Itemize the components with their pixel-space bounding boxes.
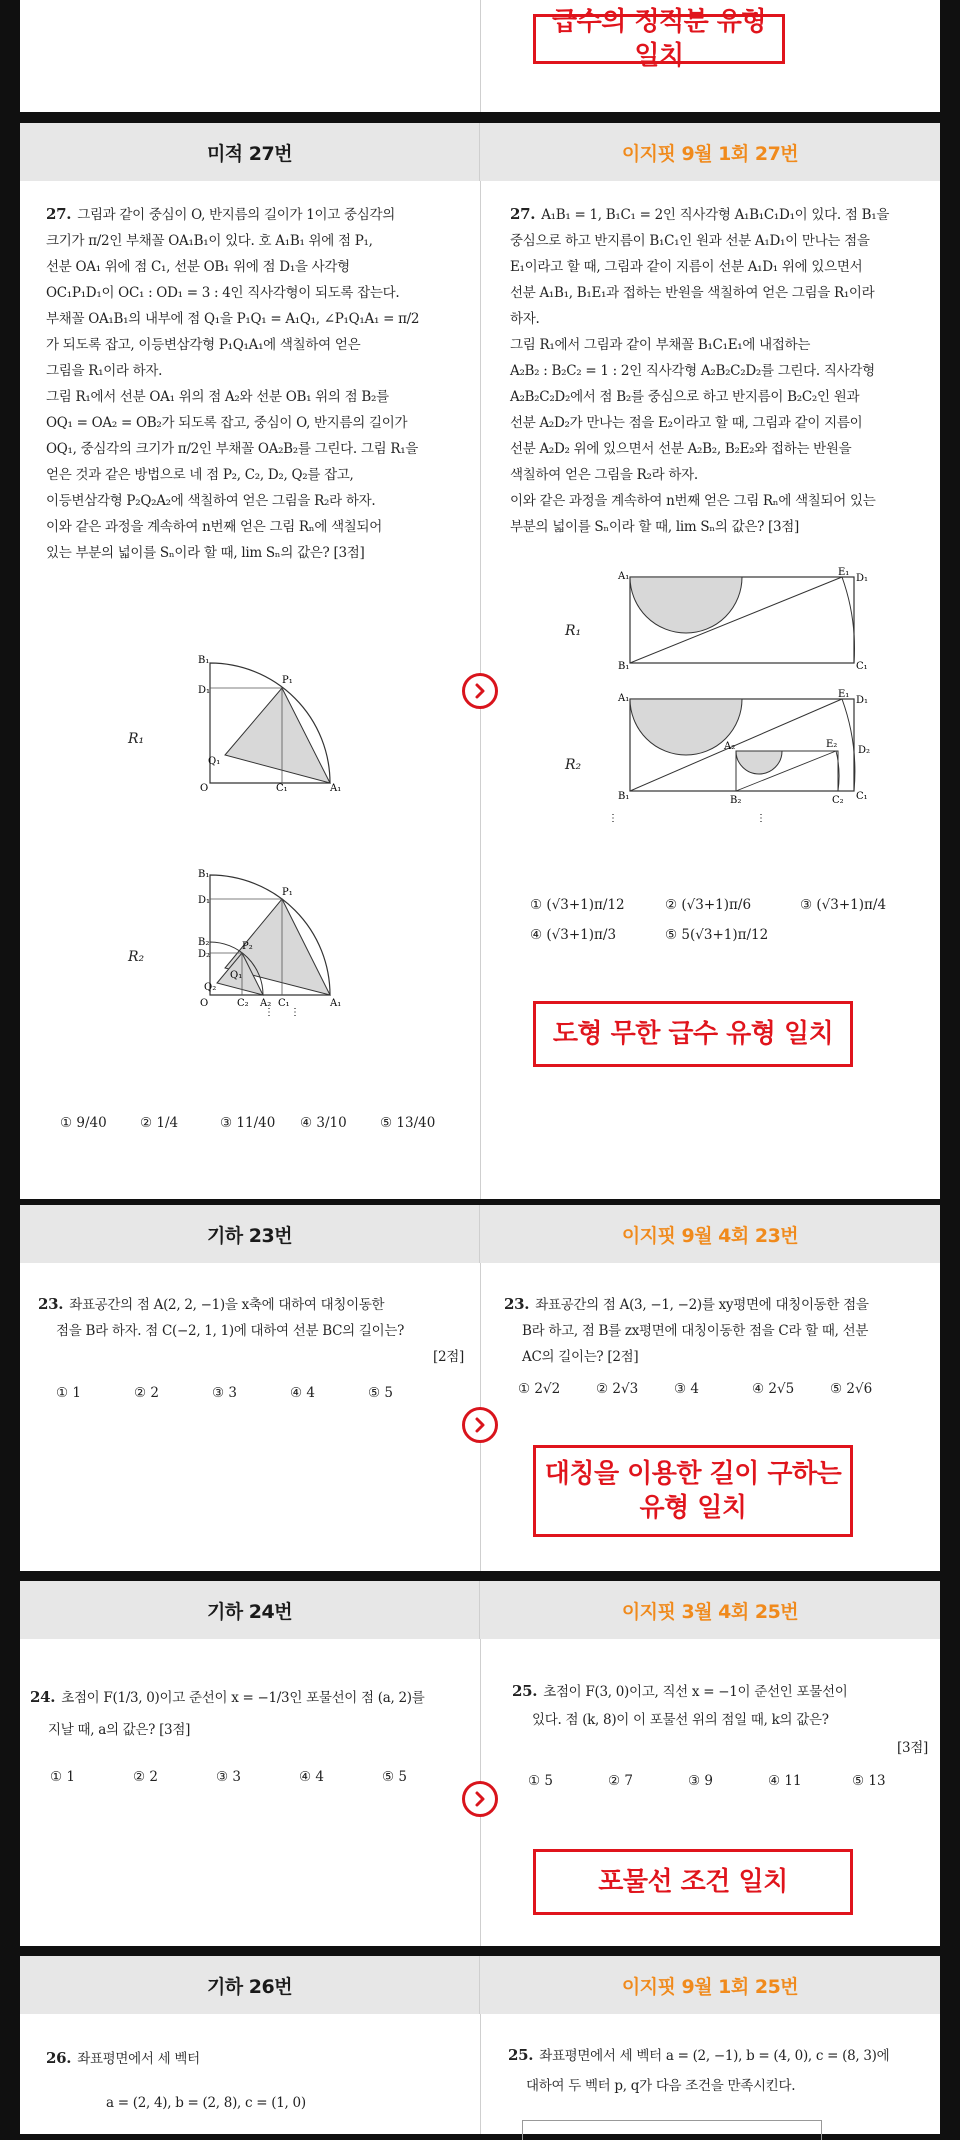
svg-text:B₂: B₂ [198, 937, 210, 948]
problem-line: 좌표공간의 점 A(2, 2, −1)을 x축에 대하여 대칭이동한 [69, 1297, 385, 1313]
choice: ① (√3+1)π/12 [530, 897, 625, 913]
svg-text:P₁: P₁ [282, 675, 293, 686]
choice: ④ 2√5 [752, 1381, 795, 1397]
problem-line: 점을 B라 하자. 점 C(−2, 1, 1)에 대하여 선분 BC의 길이는? [56, 1323, 405, 1339]
problem-line: 크기가 π/2인 부채꼴 OA₁B₁이 있다. 호 A₁B₁ 위에 점 P₁, [46, 233, 373, 249]
svg-text:⋮: ⋮ [608, 813, 618, 824]
right-problem [512, 1677, 928, 1762]
rectangle-figure-r1 [610, 567, 890, 677]
rectangle-figure-r2 [610, 689, 900, 829]
column-divider [480, 0, 481, 112]
problem-line: 지날 때, a의 값은? [3점] [48, 1722, 191, 1738]
choice: ① 5 [528, 1773, 553, 1789]
sector-figure-r2 [170, 865, 390, 1018]
choice: ② 2 [134, 1385, 159, 1401]
svg-text:A₁: A₁ [330, 783, 342, 794]
problem-line: 중심으로 하고 반지름이 B₁C₁인 원과 선분 A₁D₁이 만나는 점을 [510, 233, 870, 249]
svg-text:A₁: A₁ [330, 998, 342, 1009]
problem-line: 부분의 넓이를 Sₙ이라 할 때, lim Sₙ의 값은? [3점] [510, 519, 799, 535]
problem-line: 선분 A₂D₂ 위에 있으면서 선분 A₂B₂, B₂E₂와 접하는 반원을 [510, 441, 852, 457]
problem-number: 27. [46, 205, 72, 223]
svg-text:A₁: A₁ [618, 693, 630, 704]
svg-text:P₁: P₁ [282, 887, 293, 898]
next-arrow [462, 1781, 498, 1817]
problem-line: E₁이라고 할 때, 그림과 같이 지름이 선분 A₁D₁ 위에 있으면서 [510, 259, 863, 275]
sector-figure-r1 [170, 651, 390, 794]
left-header-text: 기하 26번 [206, 1975, 293, 1998]
choice: ② 2 [133, 1769, 158, 1785]
choice: ① 9/40 [60, 1115, 107, 1131]
choice: ② (√3+1)π/6 [665, 897, 752, 913]
svg-text:P₂: P₂ [242, 941, 253, 952]
svg-text:C₁: C₁ [278, 998, 290, 1009]
choice: ⑤ 5(√3+1)π/12 [665, 927, 769, 943]
choice: ① 1 [56, 1385, 81, 1401]
left-header-text: 기하 23번 [206, 1224, 293, 1247]
choice: ⑤ 5 [382, 1769, 407, 1785]
right-header-text: 이지핏 9월 1회 25번 [621, 1975, 799, 1998]
choice: ④ 4 [290, 1385, 315, 1401]
right-choices [528, 1773, 928, 1789]
problem-line: 선분 A₂D₂가 만나는 점을 E₂이라고 할 때, 그림과 같이 지름이 [510, 415, 863, 431]
svg-text:⋮: ⋮ [264, 1007, 274, 1018]
choice: ① 1 [50, 1769, 75, 1785]
choice: ④ (√3+1)π/3 [530, 927, 617, 943]
summary-box [533, 1445, 853, 1537]
left-header-text: 미적 27번 [206, 142, 293, 165]
right-header [480, 1956, 940, 2014]
svg-text:B₁: B₁ [198, 655, 210, 666]
svg-text:⋮: ⋮ [756, 813, 766, 824]
svg-text:A₂: A₂ [260, 998, 272, 1009]
problem-line: 이와 같은 과정을 계속하여 n번째 얻은 그림 Rₙ에 색칠되어 [46, 519, 383, 535]
svg-text:E₁: E₁ [838, 567, 850, 578]
problem-line: 하자. [510, 311, 540, 327]
left-choices [56, 1385, 456, 1401]
figure-label-r1: R₁ [565, 623, 582, 639]
problem-line: 초점이 F(1/3, 0)이고 준선이 x = −1/3인 포물선이 점 (a, 2)를 [61, 1690, 425, 1706]
left-header [20, 1581, 480, 1639]
summary-box [533, 7, 785, 71]
chevron-right-icon [472, 1417, 488, 1433]
problem-line: 좌표평면에서 세 벡터 [77, 2051, 200, 2067]
right-header-text: 이지핏 9월 4회 23번 [621, 1224, 799, 1247]
svg-text:E₂: E₂ [826, 739, 838, 750]
section-top [20, 0, 940, 112]
problem-line: 그림 R₁에서 그림과 같이 부채꼴 B₁C₁E₁에 내접하는 [510, 337, 811, 353]
problem-number: 25. [508, 2046, 534, 2064]
svg-text:B₁: B₁ [618, 661, 630, 672]
svg-text:C₁: C₁ [276, 783, 288, 794]
left-header [20, 123, 480, 181]
problem-line: OC₁P₁D₁이 OC₁ : OD₁ = 3 : 4인 직사각형이 되도록 잡는다. [46, 285, 400, 301]
problem-line: 있는 부분의 넓이를 Sₙ이라 할 때, lim Sₙ의 값은? [3점] [46, 545, 365, 561]
problem-line: 얻은 것과 같은 방법으로 네 점 P₂, C₂, D₂, Q₂를 잡고, [46, 467, 354, 483]
right-problem [504, 1291, 930, 1370]
svg-text:O: O [200, 783, 209, 794]
column-divider [480, 2014, 481, 2134]
right-header [480, 1205, 940, 1263]
choice: ② 1/4 [140, 1115, 179, 1131]
left-choices [50, 1769, 460, 1785]
left-header [20, 1205, 480, 1263]
svg-text:C₂: C₂ [237, 998, 249, 1009]
figure-label-r1: R₁ [128, 731, 145, 747]
right-header-text: 이지핏 3월 4회 25번 [621, 1600, 799, 1623]
choice: ③ 9 [688, 1773, 713, 1789]
svg-text:C₁: C₁ [856, 791, 868, 802]
problem-number: 23. [38, 1295, 64, 1313]
svg-text:D₂: D₂ [858, 745, 871, 756]
problem-line: A₂B₂C₂D₂에서 점 B₂를 중심으로 하고 반지름이 B₂C₂인 원과 [510, 389, 860, 405]
right-header [480, 1581, 940, 1639]
choice: ③ 3 [216, 1769, 241, 1785]
problem-number: 23. [504, 1295, 530, 1313]
summary-text: 유형 일치 [639, 1493, 747, 1523]
figure-label-r2: R₂ [128, 949, 145, 965]
problem-line: 선분 A₁B₁, B₁E₁과 접하는 반원을 색칠하여 얻은 그림을 R₁이라 [510, 285, 875, 301]
problem-number: 26. [46, 2049, 72, 2067]
problem-number: 27. [510, 205, 536, 223]
svg-text:D₁: D₁ [856, 695, 869, 706]
svg-text:O: O [200, 998, 209, 1009]
svg-text:A₁: A₁ [618, 571, 630, 582]
problem-line: B라 하고, 점 B를 zx평면에 대칭이동한 점을 C라 할 때, 선분 [522, 1323, 869, 1339]
choice: ① 2√2 [518, 1381, 561, 1397]
svg-text:C₂: C₂ [832, 795, 844, 806]
problem-line: 좌표공간의 점 A(3, −1, −2)를 xy평면에 대칭이동한 점을 [535, 1297, 869, 1313]
problem-line: 대하여 두 벡터 p, q가 다음 조건을 만족시킨다. [526, 2078, 796, 2094]
chevron-right-icon [472, 1791, 488, 1807]
problem-line: 있다. 점 (k, 8)이 이 포물선 위의 점일 때, k의 값은? [532, 1712, 829, 1728]
svg-text:E₁: E₁ [838, 689, 850, 700]
chevron-right-icon [472, 683, 488, 699]
problem-line: OQ₁ = OA₂ = OB₂가 되도록 잡고, 중심이 O, 반지름의 길이가 [46, 415, 408, 431]
left-problem [46, 2036, 466, 2125]
left-problem [30, 1681, 470, 1746]
section-geo-26 [20, 1956, 940, 2134]
svg-text:Q₁: Q₁ [230, 970, 243, 981]
problem-line: 색칠하여 얻은 그림을 R₂라 하자. [510, 467, 698, 483]
svg-text:Q₂: Q₂ [204, 982, 217, 993]
problem-line: [2점] [433, 1349, 464, 1365]
choice: ② 2√3 [596, 1381, 639, 1397]
problem-line: 이등변삼각형 P₂Q₂A₂에 색칠하여 얻은 그림을 R₂라 하자. [46, 493, 376, 509]
choice: ④ 4 [299, 1769, 324, 1785]
choice: ③ 11/40 [220, 1115, 276, 1131]
choice: ③ (√3+1)π/4 [800, 897, 887, 913]
svg-text:D₁: D₁ [198, 685, 211, 696]
summary-text: 대칭을 이용한 길이 구하는 [544, 1459, 842, 1489]
problem-line: OQ₁, 중심각의 크기가 π/2인 부채꼴 OA₂B₂를 그린다. 그림 R₁을 [46, 441, 419, 457]
problem-line: 가 되도록 잡고, 이등변삼각형 P₁Q₁A₁에 색칠하여 얻은 [46, 337, 361, 353]
choice: ⑤ 13/40 [380, 1115, 436, 1131]
problem-number: 24. [30, 1688, 56, 1706]
problem-line: 그림을 R₁이라 하자. [46, 363, 163, 379]
summary-text: 포물선 조건 일치 [598, 1867, 788, 1897]
right-header-text: 이지핏 9월 1회 27번 [621, 142, 799, 165]
svg-text:B₁: B₁ [198, 869, 210, 880]
problem-line: AC의 길이는? [2점] [522, 1349, 639, 1365]
choice: ⑤ 13 [852, 1773, 886, 1789]
right-header [480, 123, 940, 181]
problem-line: 초점이 F(3, 0)이고, 직선 x = −1이 준선인 포물선이 [543, 1684, 848, 1700]
left-header [20, 1956, 480, 2014]
left-problem [38, 1291, 464, 1370]
condition-box [522, 2120, 822, 2140]
choice: ⑤ 5 [368, 1385, 393, 1401]
right-problem [508, 2040, 928, 2101]
left-header-text: 기하 24번 [206, 1600, 293, 1623]
problem-line: A₂B₂ : B₂C₂ = 1 : 2인 직사각형 A₂B₂C₂D₂를 그린다. 직사각형 [510, 363, 875, 379]
right-choices [518, 1381, 928, 1397]
problem-line: 좌표평면에서 세 벡터 a = (2, −1), b = (4, 0), c = (8, 3)에 [539, 2048, 890, 2064]
svg-text:D₂: D₂ [198, 949, 211, 960]
problem-line: 부채꼴 OA₁B₁의 내부에 점 Q₁을 P₁Q₁ = A₁Q₁, ∠P₁Q₁A₁ = π/2 [46, 311, 420, 327]
svg-text:C₁: C₁ [856, 661, 868, 672]
svg-text:B₁: B₁ [618, 791, 630, 802]
summary-box [533, 1849, 853, 1915]
problem-line: A₁B₁ = 1, B₁C₁ = 2인 직사각형 A₁B₁C₁D₁이 있다. 점 B₁을 [541, 207, 890, 223]
next-arrow [462, 673, 498, 709]
problem-line: [3점] [897, 1740, 928, 1756]
choice: ⑤ 2√6 [830, 1381, 873, 1397]
choice: ④ 3/10 [300, 1115, 347, 1131]
svg-text:Q₁: Q₁ [208, 756, 221, 767]
section-geo-23 [20, 1205, 940, 1571]
section-calc-27 [20, 123, 940, 1199]
svg-text:B₂: B₂ [730, 795, 742, 806]
svg-text:A₂: A₂ [724, 741, 736, 752]
summary-text: 도형 무한 급수 유형 일치 [552, 1019, 834, 1049]
left-problem [46, 201, 466, 566]
figure-label-r2: R₂ [565, 757, 582, 773]
svg-text:D₁: D₁ [856, 573, 869, 584]
problem-line: 그림과 같이 중심이 O, 반지름의 길이가 1이고 중심각의 [77, 207, 395, 223]
next-arrow [462, 1407, 498, 1443]
choice: ③ 3 [212, 1385, 237, 1401]
problem-number: 25. [512, 1682, 538, 1700]
choice: ② 7 [608, 1773, 633, 1789]
section-geo-24 [20, 1581, 940, 1946]
choice: ③ 4 [674, 1381, 699, 1397]
problem-line: 이와 같은 과정을 계속하여 n번째 얻은 그림 Rₙ에 색칠되어 있는 [510, 493, 876, 509]
svg-text:D₁: D₁ [198, 895, 211, 906]
problem-line: 그림 R₁에서 선분 OA₁ 위의 점 A₂와 선분 OB₁ 위의 점 B₂를 [46, 389, 389, 405]
left-choices [60, 1115, 460, 1131]
summary-text: 급수의 정적분 유형 일치 [551, 7, 767, 71]
svg-text:⋮: ⋮ [290, 1007, 300, 1018]
right-problem [510, 201, 930, 540]
summary-box [533, 1001, 853, 1067]
choice: ④ 11 [768, 1773, 802, 1789]
problem-line: a = (2, 4), b = (2, 8), c = (1, 0) [106, 2095, 306, 2111]
right-choices [530, 897, 930, 943]
problem-line: 선분 OA₁ 위에 점 C₁, 선분 OB₁ 위에 점 D₁을 사각형 [46, 259, 350, 275]
